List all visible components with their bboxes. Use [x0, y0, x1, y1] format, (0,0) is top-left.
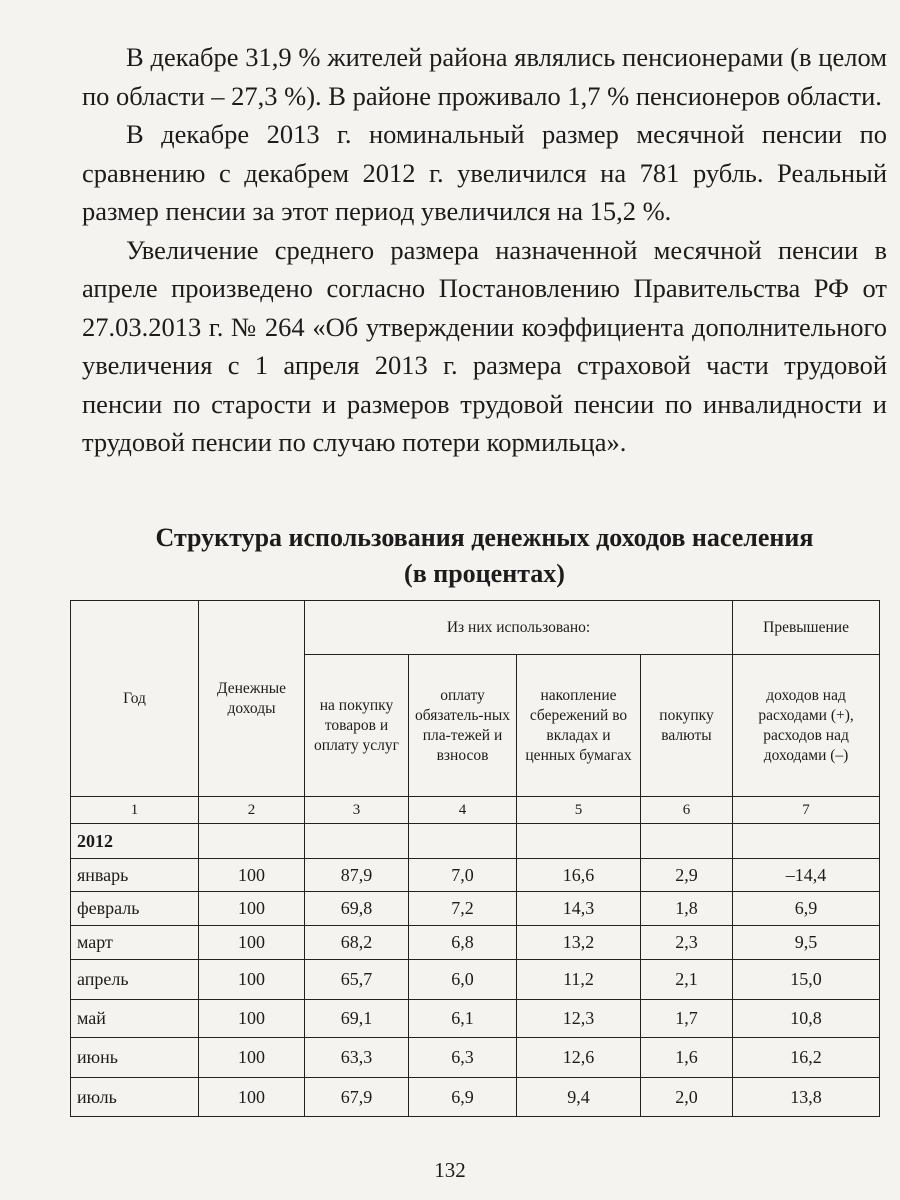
cell-goods: 69,1 [305, 1000, 409, 1038]
cell-goods: 68,2 [305, 926, 409, 960]
column-number-row [71, 797, 880, 824]
cell-goods: 87,9 [305, 859, 409, 892]
table-row [71, 926, 880, 960]
cell-payments: 7,2 [409, 892, 517, 926]
paragraph: В декабре 2013 г. номинальный размер месячной пенсии по сравнению с декабрем 2012 г. увеличился на 781 рубль. Реальный размер пенсии за этот период увеличился на 15,2 %. [82, 119, 887, 226]
cell-currency: 2,9 [641, 859, 733, 892]
income-usage-table [70, 600, 880, 1117]
cell-excess: 9,5 [733, 926, 880, 960]
column-number: 2 [199, 797, 305, 824]
header-savings: накопление сбережений во вкладах и ценных бумагах [517, 655, 641, 797]
paragraph: В декабре 31,9 % жителей района являлись пенсионерами (в целом по области – 27,3 %). В районе проживало 1,7 % пенсионеров области. [82, 42, 887, 111]
cell-savings: 13,2 [517, 926, 641, 960]
cell-income: 100 [199, 1078, 305, 1117]
column-number: 5 [517, 797, 641, 824]
table-row [71, 859, 880, 892]
year-label: 2012 [71, 824, 199, 859]
cell-currency: 1,7 [641, 1000, 733, 1038]
table-row [71, 960, 880, 1000]
cell-income: 100 [199, 926, 305, 960]
cell-savings: 12,6 [517, 1038, 641, 1078]
cell-excess: 15,0 [733, 960, 880, 1000]
table-row [71, 1038, 880, 1078]
cell-payments: 6,1 [409, 1000, 517, 1038]
cell-excess: 13,8 [733, 1078, 880, 1117]
cell-income: 100 [199, 859, 305, 892]
table-subtitle: (в процентах) [404, 559, 565, 588]
cell-currency: 1,6 [641, 1038, 733, 1078]
cell-savings: 9,4 [517, 1078, 641, 1117]
table-title-block [82, 520, 887, 592]
table-row [71, 892, 880, 926]
column-number: 4 [409, 797, 517, 824]
cell-month: январь [71, 859, 199, 892]
cell-currency: 2,3 [641, 926, 733, 960]
cell-savings: 14,3 [517, 892, 641, 926]
table-body [71, 797, 880, 1117]
cell-month: май [71, 1000, 199, 1038]
cell-month: март [71, 926, 199, 960]
cell-month: февраль [71, 892, 199, 926]
header-income: Денежные доходы [199, 601, 305, 797]
cell-goods: 67,9 [305, 1078, 409, 1117]
cell-income: 100 [199, 892, 305, 926]
cell-currency: 2,1 [641, 960, 733, 1000]
cell-month: июнь [71, 1038, 199, 1078]
cell-payments: 6,3 [409, 1038, 517, 1078]
cell-payments: 7,0 [409, 859, 517, 892]
cell-income: 100 [199, 1038, 305, 1078]
page-number: 132 [434, 1158, 466, 1182]
table-title: Структура использования денежных доходов населения [155, 523, 814, 552]
column-number: 7 [733, 797, 880, 824]
cell-currency: 2,0 [641, 1078, 733, 1117]
table-row [71, 1078, 880, 1117]
cell-savings: 11,2 [517, 960, 641, 1000]
cell-month: апрель [71, 960, 199, 1000]
cell-goods: 65,7 [305, 960, 409, 1000]
cell-payments: 6,9 [409, 1078, 517, 1117]
cell-currency: 1,8 [641, 892, 733, 926]
header-goods: на покупку товаров и оплату услуг [305, 655, 409, 797]
cell-goods: 63,3 [305, 1038, 409, 1078]
paragraph: Увеличение среднего размера назначенной месячной пенсии в апреле произведено согласно Постановлению Правительства РФ от 27.03.2013 г. № 264 «Об утверждении коэффициента дополнительного увеличения с 1 апреля 2013 г. размера страховой части трудовой пенсии по старости и размеров трудовой пенсии по инвалидности и трудовой пенсии по случаю потери кормильца». [82, 234, 887, 457]
cell-month: июль [71, 1078, 199, 1117]
table-row [71, 1000, 880, 1038]
year-row [71, 824, 880, 859]
cell-savings: 12,3 [517, 1000, 641, 1038]
column-number: 1 [71, 797, 199, 824]
header-used-group: Из них использовано: [305, 601, 733, 655]
cell-excess: 6,9 [733, 892, 880, 926]
cell-income: 100 [199, 1000, 305, 1038]
header-year: Год [71, 601, 199, 797]
cell-savings: 16,6 [517, 859, 641, 892]
cell-excess: –14,4 [733, 859, 880, 892]
header-excess-group: Превышение [733, 601, 880, 655]
cell-income: 100 [199, 960, 305, 1000]
header-excess: доходов над расходами (+), расходов над доходами (–) [733, 655, 880, 797]
cell-payments: 6,8 [409, 926, 517, 960]
header-payments: оплату обязатель-ных пла-тежей и взносов [409, 655, 517, 797]
cell-goods: 69,8 [305, 892, 409, 926]
column-number: 3 [305, 797, 409, 824]
body-text [82, 38, 887, 462]
cell-excess: 16,2 [733, 1038, 880, 1078]
column-number: 6 [641, 797, 733, 824]
cell-excess: 10,8 [733, 1000, 880, 1038]
cell-payments: 6,0 [409, 960, 517, 1000]
header-currency: покупку валюты [641, 655, 733, 797]
